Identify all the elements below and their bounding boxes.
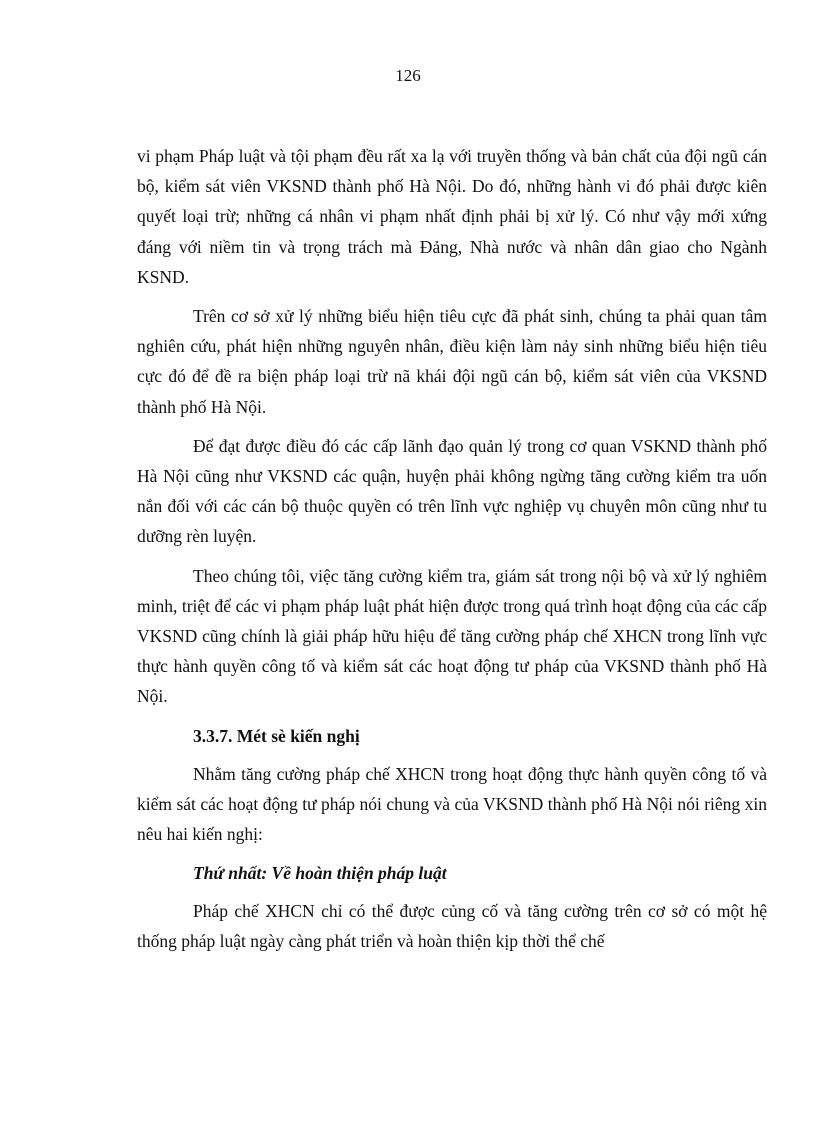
paragraph-2: Trên cơ sở xử lý những biểu hiện tiêu cực đã phát sinh, chúng ta phải quan tâm nghiên cứu, phát hiện những nguyên nhân, điều kiện làm nảy sinh những biểu hiện tiêu cực đó để đề ra biện pháp loại trừ nã khái đội ngũ cán bộ, kiểm sát viên của VKSND thành phố Hà Nội.: [137, 306, 767, 417]
body-text: [137, 141, 767, 966]
subheading: Thứ nhất: Về hoàn thiện pháp luật: [193, 863, 447, 884]
final-paragraph: Pháp chế XHCN chỉ có thể được củng cố và tăng cường trên cơ sở có một hệ thống pháp luật ngày càng phát triển và hoàn thiện kịp thời thể chế: [137, 901, 767, 952]
section-intro: Nhằm tăng cường pháp chế XHCN trong hoạt động thực hành quyền công tố và kiểm sát các hoạt động tư pháp nói chung và của VKSND thành phố Hà Nội nói riêng xin nêu hai kiến nghị:: [137, 763, 767, 845]
paragraph-3: Để đạt được điều đó các cấp lãnh đạo quản lý trong cơ quan VSKND thành phố Hà Nội cũng như VKSND các quận, huyện phải không ngừng tăng cường kiểm tra uốn nắn đối với các cán bộ thuộc quyền có trên lĩnh vực nghiệp vụ chuyên môn cũng như tu dưỡng rèn luyện.: [137, 435, 767, 547]
paragraph-1: vi phạm Pháp luật và tội phạm đều rất xa lạ với truyền thống và bản chất của đội ngũ cán bộ, kiểm sát viên VKSND thành phố Hà Nội. Do đó, những hành vi đó phải được kiên quyết loại trừ; những cá nhân vi phạm nhất định phải bị xử lý. Có như vậy mới xứng đáng với niềm tin và trọng trách mà Đảng, Nhà nước và nhân dân giao cho Ngành KSND.: [137, 146, 767, 287]
paragraph-4: Theo chúng tôi, việc tăng cường kiểm tra, giám sát trong nội bộ và xử lý nghiêm minh, triệt để các vi phạm pháp luật phát hiện được trong quá trình hoạt động của các cấp VKSND cũng chính là giải pháp hữu hiệu để tăng cường pháp chế XHCN trong lĩnh vực thực hành quyền công tố và kiểm sát các hoạt động tư pháp của VKSND thành phố Hà Nội.: [137, 565, 767, 707]
page-number: 126: [395, 66, 421, 85]
section-heading: 3.3.7. Mét sè kiến nghị: [193, 725, 360, 746]
